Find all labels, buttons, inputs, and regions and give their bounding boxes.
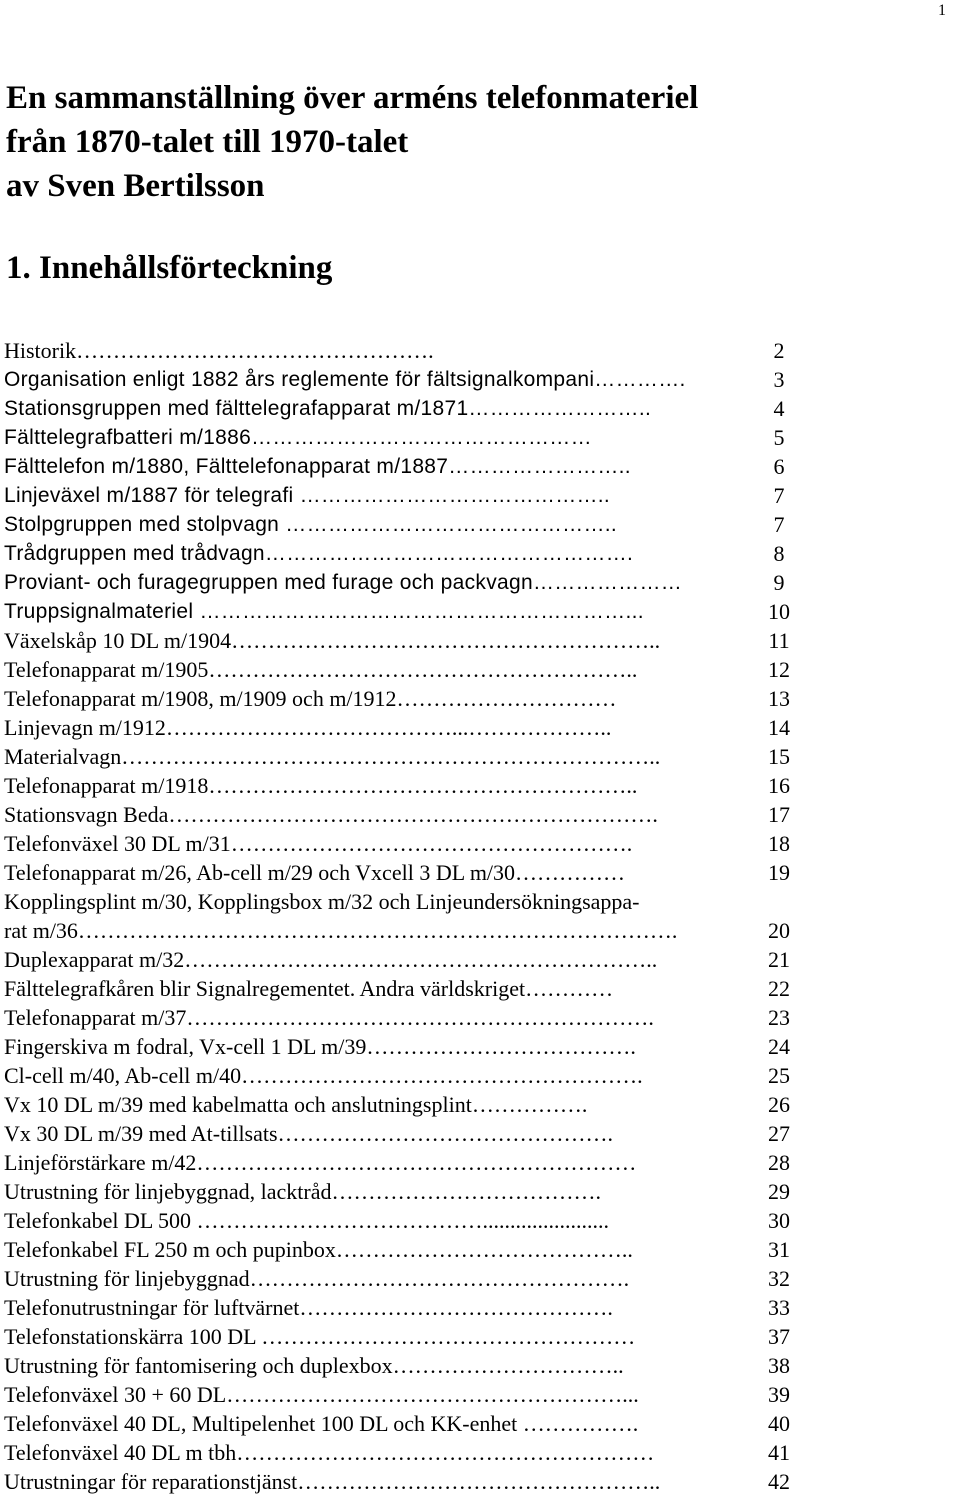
toc-entry [4,1061,804,1090]
toc-entry [4,1409,804,1438]
toc-entry-label: Stationsgruppen med fälttelegrafapparat m/1871…………………….. [4,397,652,420]
toc-entry-label: Proviant- och furagegruppen med furage och packvagn………………… [4,571,683,594]
toc-entry [4,452,804,481]
toc-entry-label: Telefonapparat m/37………………………………………………………. [4,1005,660,1030]
toc-entry-page: 7 [773,483,785,508]
toc-entry-label: Telefonväxel 40 DL m tbh………………………………………………… [4,1440,655,1465]
toc-entry-page: 32 [768,1266,790,1291]
toc-entry [4,626,804,655]
toc-entry-page: 40 [768,1411,790,1436]
toc-entry-label: Stationsvagn Beda…………………………………………………………. [4,802,664,827]
toc-entry [4,713,804,742]
toc-entry-label: Stolpgruppen med stolpvagn ……………………………………….. [4,513,618,536]
toc-entry-label: Vx 10 DL m/39 med kabelmatta och anslutningsplint……………. [4,1092,588,1117]
toc-entry [4,1351,804,1380]
toc-entry-label: Telefonutrustningar för luftvärnet……………………………………. [4,1295,613,1320]
title-line: från 1870-talet till 1970-talet [6,124,409,160]
toc-entry-page: 28 [768,1150,790,1175]
toc-entry-page: 11 [768,628,790,653]
toc-entry [4,1003,804,1032]
toc-entry-page: 42 [768,1469,790,1494]
toc-entry-label: Organisation enligt 1882 års reglemente för fältsignalkompani…………. [4,368,686,391]
toc-entry-label: Telefonkabel DL 500 …………………………………....................... [4,1208,610,1233]
toc-entry-label: Fälttelegrafbatteri m/1886………………………………………… [4,426,592,449]
toc-entry-page: 19 [768,860,790,885]
toc-entry-label: Telefonstationskärra 100 DL …………………………………………… [4,1324,636,1349]
toc-entry-page: 18 [768,831,790,856]
toc-entry [4,394,804,423]
toc-entry-page: 5 [773,425,785,450]
toc-entry-page: 20 [768,918,790,943]
toc-entry-page: 7 [773,512,785,537]
toc-entry [4,510,804,539]
toc-entry-page: 39 [768,1382,790,1407]
toc-entry [4,1032,804,1061]
toc-entry [4,858,804,887]
toc-entry-label: Telefonväxel 30 DL m/31………………………………………………. [4,831,633,856]
toc-entry-label: Fingerskiva m fodral, Vx-cell 1 DL m/39………………………………. [4,1034,636,1059]
toc-entry [4,1380,804,1409]
toc-entry-label: Telefonapparat m/1905………………………………………………….. [4,657,643,682]
toc-entry-label: Duplexapparat m/32……………………………………………………….. [4,947,658,972]
toc-entry-page: 6 [773,454,785,479]
toc-entry-label: Materialvagn……………………………………………………………….. [4,744,661,769]
toc-entry-page: 13 [768,686,790,711]
title-line: av Sven Bertilsson [6,168,265,204]
toc-entry [4,1119,804,1148]
toc-entry-page: 22 [768,976,790,1001]
toc-entry [4,568,804,597]
toc-entry-page: 30 [768,1208,790,1233]
section-heading: 1. Innehållsförteckning [6,250,333,286]
toc-entry [4,974,804,1003]
toc-entry [4,829,804,858]
toc-entry-page: 38 [768,1353,790,1378]
toc-entry-page: 12 [768,657,790,682]
toc-entry-label: Telefonväxel 30 + 60 DL………………………………………………... [4,1382,639,1407]
toc-entry-page: 33 [768,1295,790,1320]
toc-entry [4,1293,804,1322]
page-number: 1 [938,2,946,19]
toc-entry [4,1177,804,1206]
toc-entry-page: 3 [773,367,785,392]
toc-entry-label: Telefonapparat m/1908, m/1909 och m/1912………………………… [4,686,617,711]
toc-entry-page: 23 [768,1005,790,1030]
toc-entry [4,1467,804,1496]
toc-entry-label: Linjevagn m/1912…………………………………...……………….. [4,715,612,740]
toc-entry-page: 26 [768,1092,790,1117]
toc-entry-page: 21 [768,947,790,972]
toc-entry [4,1235,804,1264]
toc-entry [4,800,804,829]
toc-entry-label: Kopplingsplint m/30, Kopplingsbox m/32 och Linjeundersökningsappa- rat m/36………………………………………………………………………. [4,889,678,943]
toc-entry-page: 17 [768,802,790,827]
toc-entry-page: 2 [773,338,785,363]
toc-entry-label: Telefonkabel FL 250 m och pupinbox………………………………….. [4,1237,633,1262]
toc-entry [4,887,804,945]
toc-entry-page: 8 [773,541,785,566]
toc-entry-label: Utrustningar för reparationstjänst………………………………………….. [4,1469,661,1494]
toc-entry [4,1090,804,1119]
toc-entry-label: Växelskåp 10 DL m/1904………………………………………………….. [4,628,661,653]
toc-entry [4,336,804,365]
toc-entry [4,771,804,800]
toc-entry [4,684,804,713]
toc-entry [4,423,804,452]
toc-entry-label: Utrustning för linjebyggnad……………………………………………. [4,1266,630,1291]
toc-entry-page: 15 [768,744,790,769]
toc-entry [4,655,804,684]
title-line: En sammanställning över arméns telefonmateriel [6,80,699,116]
toc-entry-label: Linjeförstärkare m/42…………………………………………………… [4,1150,637,1175]
toc-entry-label: Utrustning för linjebyggnad, lacktråd………………………………. [4,1179,601,1204]
toc-entry-page: 16 [768,773,790,798]
toc-entry-label: Telefonväxel 40 DL, Multipelenhet 100 DL och KK-enhet ……………. [4,1411,639,1436]
toc-entry-page: 25 [768,1063,790,1088]
toc-entry [4,597,804,626]
toc-entry-label: Cl-cell m/40, Ab-cell m/40………………………………………………. [4,1063,643,1088]
toc-entry-label: Linjeväxel m/1887 för telegrafi …………………………………….. [4,484,611,507]
toc-entry-label: Historik…………………………………………. [4,338,434,363]
table-of-contents [4,336,804,1496]
toc-entry [4,1264,804,1293]
toc-entry-page: 4 [773,396,785,421]
toc-entry-label: Telefonapparat m/26, Ab-cell m/29 och Vxcell 3 DL m/30…………… [4,860,626,885]
toc-entry-label: Trådgruppen med trådvagn……………………………………………. [4,542,634,565]
toc-entry-page: 14 [768,715,790,740]
toc-entry-page: 37 [768,1324,790,1349]
toc-entry [4,1148,804,1177]
toc-entry-page: 27 [768,1121,790,1146]
toc-entry-label: Vx 30 DL m/39 med At-tillsats………………………………………. [4,1121,614,1146]
toc-entry [4,539,804,568]
toc-entry-page: 41 [768,1440,790,1465]
toc-entry-label: Truppsignalmateriel ……………………………………………………... [4,600,644,623]
toc-entry-label: Telefonapparat m/1918………………………………………………….. [4,773,643,798]
toc-entry [4,1438,804,1467]
toc-entry [4,1322,804,1351]
toc-entry [4,945,804,974]
toc-entry [4,742,804,771]
toc-entry-page: 9 [773,570,785,595]
toc-entry-page: 24 [768,1034,790,1059]
toc-entry-label: Utrustning för fantomisering och duplexbox………………………….. [4,1353,624,1378]
toc-entry-label: Fälttelefon m/1880, Fälttelefonapparat m/1887…………………….. [4,455,631,478]
toc-entry-page: 31 [768,1237,790,1262]
toc-entry [4,481,804,510]
toc-entry-page: 10 [768,599,790,624]
toc-entry-page: 29 [768,1179,790,1204]
document-title [6,76,698,208]
toc-entry [4,1206,804,1235]
toc-entry-label: Fälttelegrafkåren blir Signalregementet. Andra världskriget………… [4,976,614,1001]
toc-entry [4,365,804,394]
